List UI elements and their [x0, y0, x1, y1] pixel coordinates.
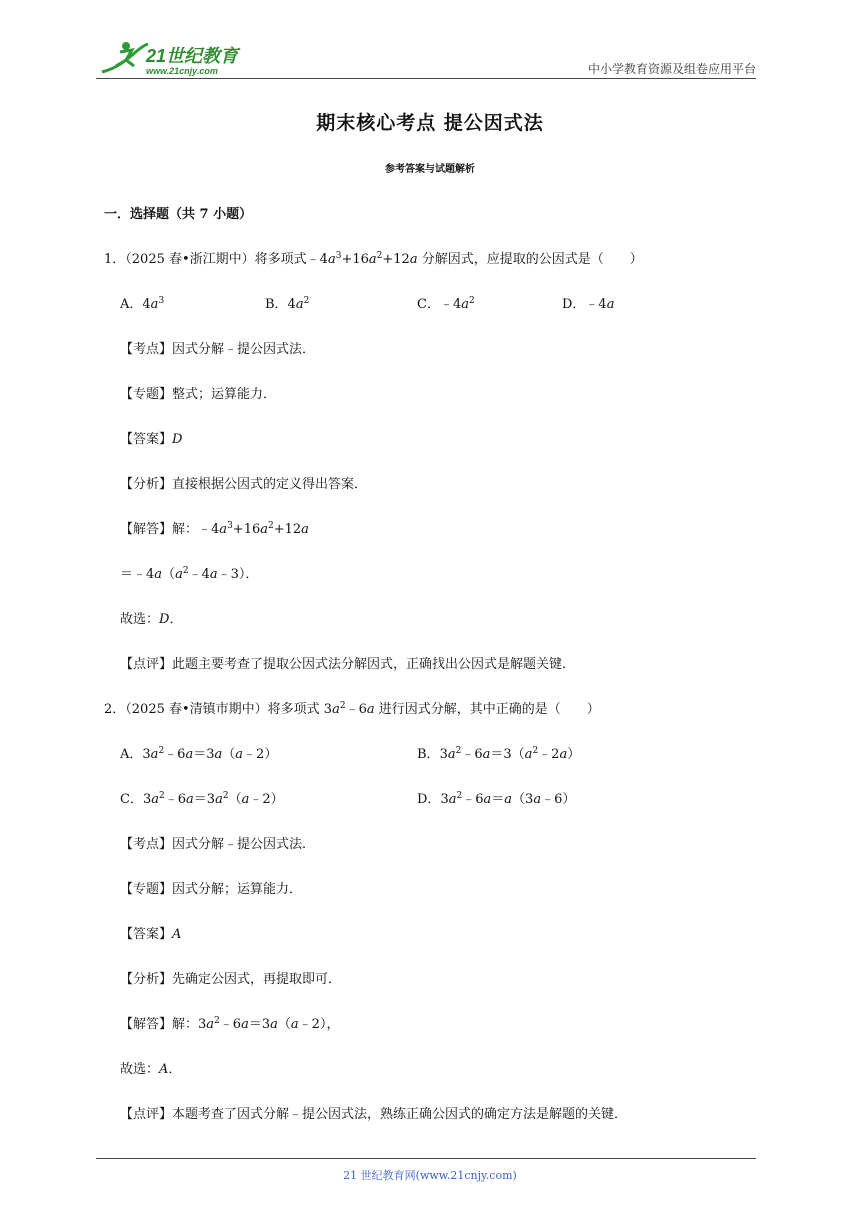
- q2-stem: 2．（2025 春•清镇市期中）将多项式 $3a^2﹣6a$ 进行因式分解，其中正确的是（ ）: [104, 701, 600, 717]
- q2-option-b: B．$3a^2﹣6a=3(a^2﹣2a)$: [417, 746, 581, 762]
- q1-jieda-step: $=﹣4a(a^2﹣4a﹣3)$．: [120, 566, 259, 582]
- footer-link[interactable]: 21 世纪教育网(www.21cnjy.com): [343, 1169, 517, 1182]
- q1-answer: 【答案】D: [120, 432, 183, 447]
- section-heading: 一．选择题（共 7 小题）: [104, 207, 253, 222]
- q2-option-d: D．$3a^2﹣6a=a(3a﹣6)$: [417, 791, 576, 807]
- platform-label: 中小学教育资源及组卷应用平台: [587, 62, 756, 76]
- logo-text: 21世纪教育: [146, 46, 239, 66]
- q1-option-b: B．$4a^2$: [265, 296, 310, 312]
- logo-url: www.21cnjy.com: [146, 66, 218, 76]
- page-subtitle: 参考答案与试题解析: [385, 164, 475, 175]
- q2-zhuanti: 【专题】因式分解；运算能力．: [120, 882, 303, 897]
- q2-xuan: 故选：A．: [120, 1062, 182, 1077]
- q1-dianping: 【点评】此题主要考查了提取公因式法分解因式，正确找出公因式是解题关键．: [120, 657, 576, 672]
- q2-dianping: 【点评】本题考查了因式分解﹣提公因式法，熟练正确公因式的确定方法是解题的关键．: [120, 1107, 628, 1122]
- site-logo: [96, 36, 256, 78]
- q1-option-c: C．$﹣4a^2$: [417, 296, 475, 312]
- page-title: 期末核心考点 提公因式法: [316, 112, 544, 134]
- q2-kaodian: 【考点】因式分解﹣提公因式法．: [120, 837, 316, 852]
- q1-xuan: 故选：D．: [120, 612, 183, 627]
- q1-option-a: A．$4a^3$: [120, 296, 165, 312]
- q1-kaodian: 【考点】因式分解﹣提公因式法．: [120, 342, 316, 357]
- q2-fenxi: 【分析】先确定公因式，再提取即可．: [120, 972, 342, 987]
- q2-jieda: 【解答】解：$3a^2﹣6a=3a(a﹣2)$，: [120, 1016, 340, 1032]
- q1-option-d: D．﹣4a: [562, 297, 615, 312]
- footer-divider: [96, 1158, 756, 1159]
- q2-option-a: A．$3a^2﹣6a=3a(a﹣2)$: [120, 746, 278, 762]
- q1-zhuanti: 【专题】整式；运算能力．: [120, 387, 277, 402]
- q2-option-c: C．$3a^2﹣6a=3a^2(a﹣2)$: [120, 791, 284, 807]
- q1-stem: 1．（2025 春•浙江期中）将多项式$﹣4a^3+16a^2+12a$ 分解因式，应提取的公因式是（ ）: [104, 251, 643, 267]
- q1-fenxi: 【分析】直接根据公因式的定义得出答案．: [120, 477, 368, 492]
- q2-answer: 【答案】A: [120, 927, 182, 942]
- q1-jieda: 【解答】解：$﹣4a^3+16a^2+12a$: [120, 521, 309, 537]
- header-divider: [96, 78, 756, 79]
